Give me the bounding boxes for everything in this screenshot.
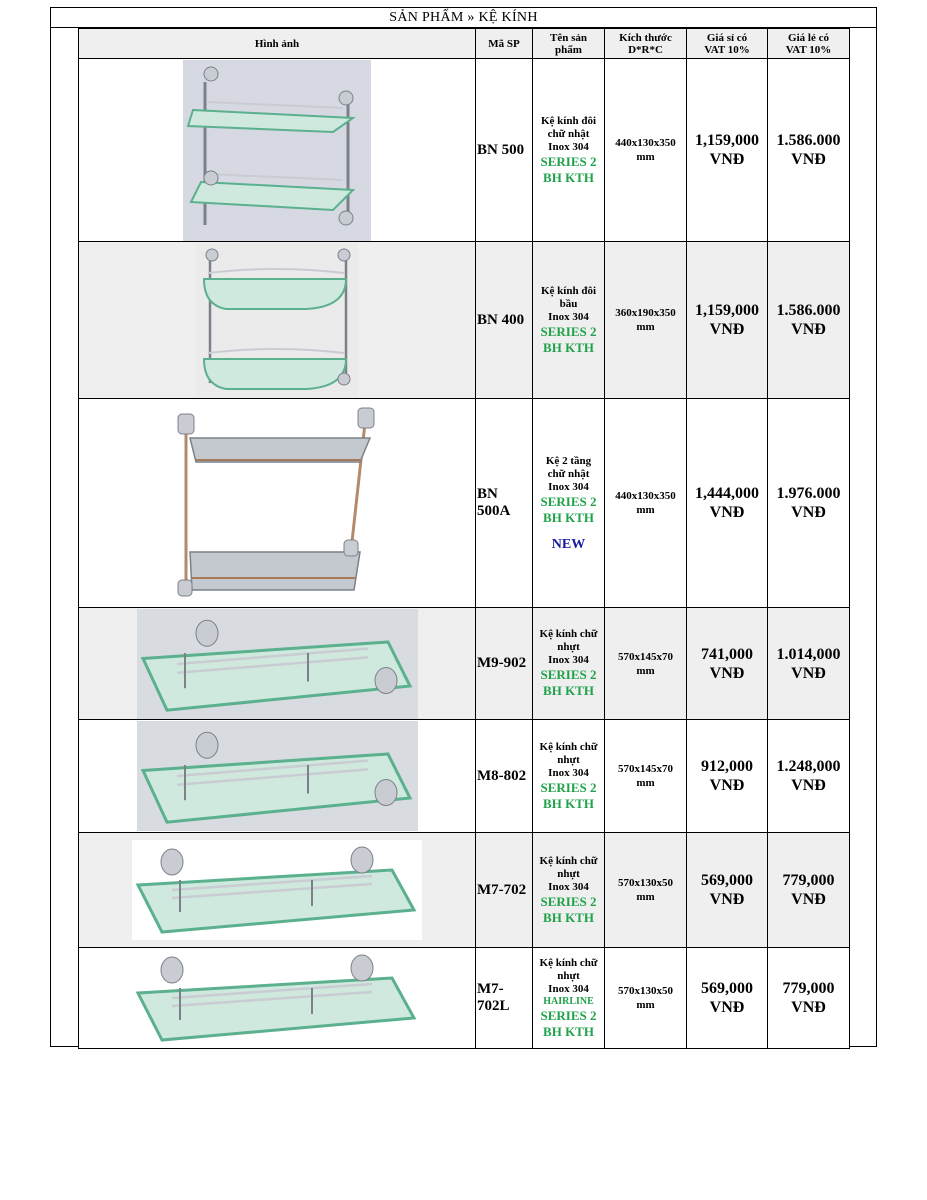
table-row xyxy=(79,720,850,833)
warranty-label: BH KTH xyxy=(543,909,594,925)
product-name xyxy=(533,242,605,399)
product-name-line: nhựt xyxy=(557,753,580,766)
product-name xyxy=(533,59,605,242)
retail-amount: 1.014,000 xyxy=(776,645,841,663)
size-unit: mm xyxy=(636,777,655,789)
product-name-line: Kệ kính đôi xyxy=(540,114,597,127)
retail-amount: 1.586.000 xyxy=(776,132,841,149)
product-name-line: Inox 304 xyxy=(548,310,589,323)
product-name-line: nhựt xyxy=(557,641,580,653)
retail-currency: VNĐ xyxy=(791,999,826,1016)
product-name xyxy=(533,608,605,720)
product-name xyxy=(533,399,605,608)
product-code: BN 400 xyxy=(476,242,533,399)
size-value: 570x130x50 xyxy=(618,985,673,997)
table-row xyxy=(79,833,850,948)
header-retail-price: Giá lẻ có VAT 10% xyxy=(768,29,850,59)
retail-currency: VNĐ xyxy=(791,321,826,338)
product-name-line: Kệ kính chữ xyxy=(539,628,598,640)
header-wholesale-price: Giá sỉ có VAT 10% xyxy=(687,29,768,59)
single-glass-shelf-icon xyxy=(79,840,475,940)
product-name-line: Inox 304 xyxy=(548,481,589,493)
wholesale-currency: VNĐ xyxy=(709,891,745,908)
product-size xyxy=(605,242,687,399)
series-label: SERIES 2 xyxy=(540,893,597,909)
size-unit: mm xyxy=(636,891,655,903)
retail-amount: 1.248,000 xyxy=(776,758,841,775)
new-badge: NEW xyxy=(551,537,586,552)
wholesale-currency: VNĐ xyxy=(709,151,745,168)
series-label: SERIES 2 xyxy=(540,667,597,682)
retail-price xyxy=(768,608,850,720)
product-code: M9-902 xyxy=(476,608,533,720)
product-name-line: chữ nhật xyxy=(547,127,590,140)
series-label: SERIES 2 xyxy=(540,1007,597,1023)
wholesale-currency: VNĐ xyxy=(709,321,745,338)
retail-price xyxy=(768,399,850,608)
wholesale-amount: 569,000 xyxy=(701,872,753,889)
wholesale-price xyxy=(687,608,768,720)
wholesale-amount: 1,444,000 xyxy=(695,485,759,502)
product-name-line: Kệ kính chữ xyxy=(539,854,598,867)
wholesale-price xyxy=(687,720,768,833)
product-name xyxy=(533,833,605,948)
size-unit: mm xyxy=(636,151,655,163)
table-header-row xyxy=(79,29,850,59)
header-code: Mã SP xyxy=(476,29,533,59)
wholesale-amount: 1,159,000 xyxy=(695,132,759,149)
wholesale-price xyxy=(687,59,768,242)
wholesale-currency: VNĐ xyxy=(709,777,745,794)
product-image-cell xyxy=(79,242,476,399)
product-code: M7-702 xyxy=(476,833,533,948)
product-size xyxy=(605,948,687,1049)
retail-currency: VNĐ xyxy=(791,777,826,794)
size-value: 570x130x50 xyxy=(618,877,673,889)
size-value: 440x130x350 xyxy=(615,137,676,149)
retail-amount: 1.976.000 xyxy=(776,485,841,502)
retail-amount: 1.586.000 xyxy=(776,302,841,319)
table-row xyxy=(79,399,850,608)
wholesale-currency: VNĐ xyxy=(709,999,745,1016)
product-size xyxy=(605,59,687,242)
product-name-line: Inox 304 xyxy=(548,140,589,153)
wholesale-amount: 1,159,000 xyxy=(695,302,759,319)
retail-price xyxy=(768,242,850,399)
table-row xyxy=(79,59,850,242)
finish-label: HAIRLINE xyxy=(543,995,594,1007)
product-image-cell xyxy=(79,720,476,833)
product-name-line: bầu xyxy=(559,297,578,310)
product-name xyxy=(533,720,605,833)
product-name-line: Kệ 2 tầng xyxy=(545,455,592,467)
retail-currency: VNĐ xyxy=(791,891,826,908)
size-value: 570x145x70 xyxy=(618,650,673,663)
retail-currency: VNĐ xyxy=(791,504,826,521)
product-name-line: Inox 304 xyxy=(548,654,589,666)
warranty-label: BH KTH xyxy=(543,683,594,698)
product-table xyxy=(78,28,850,1049)
size-value: 360x190x350 xyxy=(615,307,676,319)
wholesale-price xyxy=(687,399,768,608)
product-name-line: Inox 304 xyxy=(548,880,589,893)
retail-currency: VNĐ xyxy=(791,151,826,168)
double-curved-glass-shelf-icon xyxy=(79,243,475,397)
product-name-line: Inox 304 xyxy=(548,766,589,779)
double-rectangular-glass-shelf-icon xyxy=(79,60,475,241)
product-name-line: Kệ kính chữ xyxy=(539,956,598,969)
warranty-label: BH KTH xyxy=(543,339,594,355)
product-name-line: Kệ kính chữ xyxy=(539,740,598,753)
product-size xyxy=(605,608,687,720)
retail-price xyxy=(768,59,850,242)
product-image-cell xyxy=(79,833,476,948)
wholesale-amount: 569,000 xyxy=(701,980,753,997)
wholesale-amount: 912,000 xyxy=(701,758,753,775)
product-size xyxy=(605,833,687,948)
single-glass-shelf-icon xyxy=(79,721,475,831)
header-image: Hình ảnh xyxy=(79,29,476,59)
wholesale-amount: 741,000 xyxy=(701,645,753,663)
series-label: SERIES 2 xyxy=(540,153,597,169)
product-name-line: nhựt xyxy=(557,969,580,982)
product-name-line: Kệ kính đôi xyxy=(540,284,597,297)
size-value: 440x130x350 xyxy=(615,490,676,502)
size-unit: mm xyxy=(636,504,655,516)
product-image-cell xyxy=(79,59,476,242)
single-glass-shelf-icon xyxy=(79,948,475,1048)
table-row xyxy=(79,948,850,1049)
retail-price xyxy=(768,948,850,1049)
product-name-line: chữ nhật xyxy=(547,468,590,480)
wholesale-price xyxy=(687,242,768,399)
wholesale-price xyxy=(687,948,768,1049)
warranty-label: BH KTH xyxy=(543,169,594,185)
size-unit: mm xyxy=(636,999,655,1011)
product-code: M7-702L xyxy=(476,948,533,1049)
single-glass-shelf-icon xyxy=(79,609,475,719)
warranty-label: BH KTH xyxy=(543,795,594,811)
retail-price xyxy=(768,833,850,948)
series-label: SERIES 2 xyxy=(540,779,597,795)
two-tier-steel-shelf-icon xyxy=(79,400,475,607)
retail-price xyxy=(768,720,850,833)
retail-amount: 779,000 xyxy=(782,980,835,997)
product-name-line: Inox 304 xyxy=(548,982,589,995)
series-label: SERIES 2 xyxy=(540,323,597,339)
product-image-cell xyxy=(79,608,476,720)
product-image-cell xyxy=(79,948,476,1049)
wholesale-currency: VNĐ xyxy=(709,664,745,682)
series-label: SERIES 2 xyxy=(540,494,597,509)
header-size: Kích thước D*R*C xyxy=(605,29,687,59)
product-code: M8-802 xyxy=(476,720,533,833)
page-title: SẢN PHẨM » KỆ KÍNH xyxy=(51,8,876,28)
size-unit: mm xyxy=(636,664,655,677)
size-unit: mm xyxy=(636,321,655,333)
header-name: Tên sản phẩm xyxy=(533,29,605,59)
wholesale-currency: VNĐ xyxy=(709,504,745,521)
warranty-label: BH KTH xyxy=(543,1023,594,1039)
product-size xyxy=(605,399,687,608)
table-row xyxy=(79,242,850,399)
size-value: 570x145x70 xyxy=(618,763,673,775)
product-name-line: nhựt xyxy=(557,867,580,880)
table-row xyxy=(79,608,850,720)
product-size xyxy=(605,720,687,833)
wholesale-price xyxy=(687,833,768,948)
product-image-cell xyxy=(79,399,476,608)
product-code: BN 500 xyxy=(476,59,533,242)
retail-amount: 779,000 xyxy=(782,872,835,889)
product-code: BN 500A xyxy=(476,399,533,608)
product-name xyxy=(533,948,605,1049)
warranty-label: BH KTH xyxy=(543,510,594,525)
retail-currency: VNĐ xyxy=(791,664,826,682)
